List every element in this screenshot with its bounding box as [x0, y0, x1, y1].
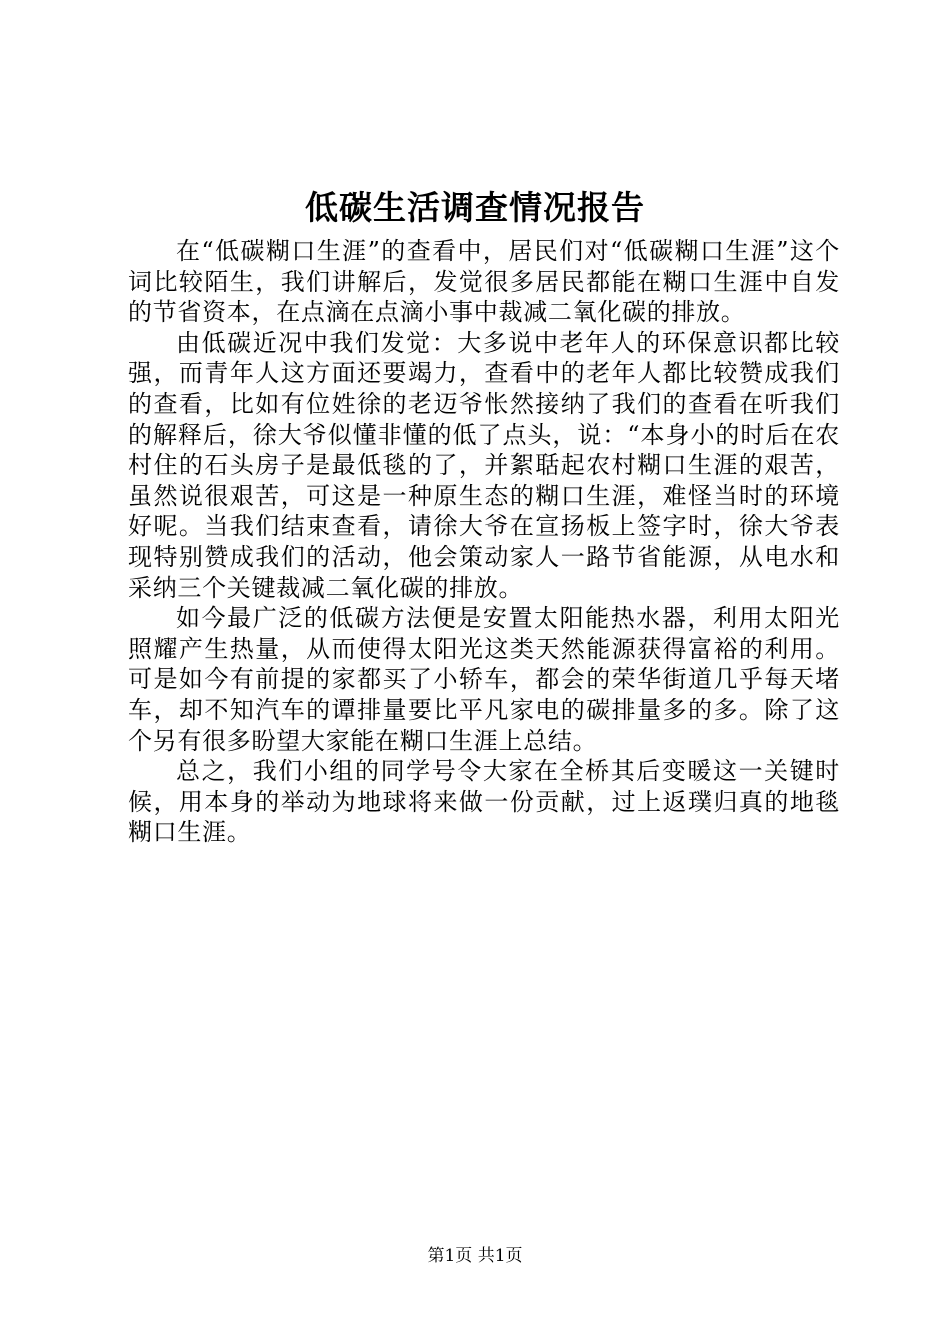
page-number-footer: 第1页 共1页: [427, 1246, 523, 1266]
document-body: [128, 236, 840, 848]
paragraph-findings: 由低碳近况中我们发觉：大多说中老年人的环保意识都比较强，而青年人这方面还要竭力，查看中的老年人都比较赞成我们的查看，比如有位姓徐的老迈爷怅然接纳了我们的查看在听我们的解释后，徐大爷似懂非懂的低了点头，说：“本身小的时后在农村住的石头房子是最低毯的了，并絮聒起农村糊口生涯的艰苦，虽然说很艰苦，可这是一种原生态的糊口生涯，难怪当时的环境好呢。当我们结束查看，请徐大爷在宣扬板上签字时，徐大爷表现特别赞成我们的活动，他会策动家人一路节省能源，从电水和采纳三个关键裁减二氧化碳的排放。: [128, 328, 840, 602]
paragraph-intro: 在“低碳糊口生涯”的查看中，居民们对“低碳糊口生涯”这个词比较陌生，我们讲解后，发觉很多居民都能在糊口生涯中自发的节省资本，在点滴在点滴小事中裁减二氧化碳的排放。: [128, 237, 840, 327]
document-title: 低碳生活调查情况报告: [305, 188, 645, 227]
paragraph-conclusion: 总之，我们小组的同学号令大家在全桥其后变暖这一关键时候，用本身的举动为地球将来做一份贡献，过上返璞归真的地毯糊口生涯。: [128, 757, 840, 847]
paragraph-methods: 如今最广泛的低碳方法便是安置太阳能热水器，利用太阳光照耀产生热量，从而使得太阳光这类天然能源获得富裕的利用。可是如今有前提的家都买了小轿车，都会的荣华街道几乎每天堵车，却不知汽车的谭排量要比平凡家电的碳排量多的多。除了这个另有很多盼望大家能在糊口生涯上总结。: [128, 604, 840, 755]
